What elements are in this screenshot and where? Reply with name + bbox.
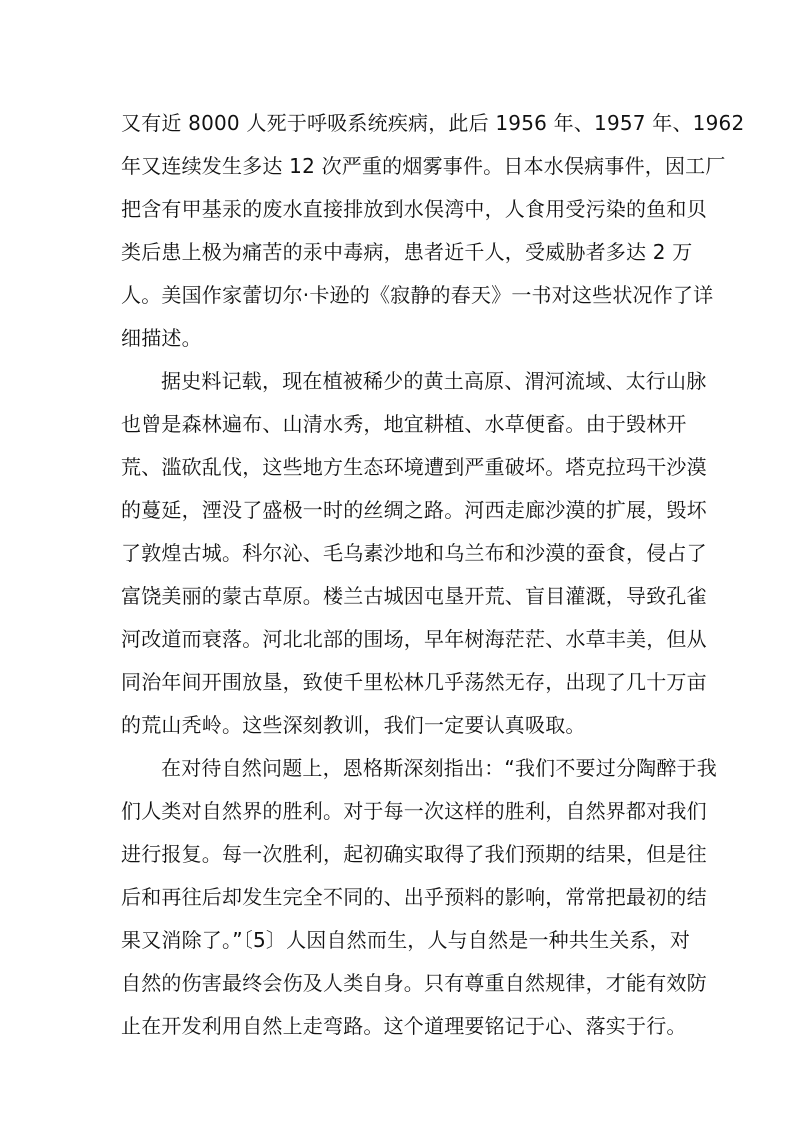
text-line: 果又消除了。”〔5〕人因自然而生，人与自然是一种共生关系，对 <box>121 928 691 952</box>
text-line: 人。美国作家蕾切尔·卡逊的《寂静的春天》一书对这些状况作了详 <box>121 283 714 307</box>
text-line: 又有近 8000 人死于呼吸系统疾病，此后 1956 年、1957 年、1962 <box>121 111 745 135</box>
text-line: 把含有甲基汞的废水直接排放到水俣湾中，人食用受污染的鱼和贝 <box>121 197 707 221</box>
paragraph-first-line: 在对待自然问题上，恩格斯深刻指出：“我们不要过分陶醉于我 <box>161 756 717 780</box>
paragraph-first-line: 据史料记载，现在植被稀少的黄土高原、渭河流域、太行山脉 <box>161 369 707 393</box>
text-line: 河改道而衰落。河北北部的围场，早年树海茫茫、水草丰美，但从 <box>121 627 707 651</box>
text-line: 的荒山秃岭。这些深刻教训，我们一定要认真吸取。 <box>121 713 586 737</box>
text-line: 的蔓延，湮没了盛极一时的丝绸之路。河西走廊沙漠的扩展，毁坏 <box>121 498 707 522</box>
text-line: 们人类对自然界的胜利。对于每一次这样的胜利，自然界都对我们 <box>121 799 707 823</box>
text-line: 细描述。 <box>121 326 202 350</box>
text-line: 富饶美丽的蒙古草原。楼兰古城因屯垦开荒、盲目灌溉，导致孔雀 <box>121 584 707 608</box>
text-line: 也曾是森林遍布、山清水秀，地宜耕植、水草便畜。由于毁林开 <box>121 412 687 436</box>
text-line: 荒、滥砍乱伐，这些地方生态环境遭到严重破坏。塔克拉玛干沙漠 <box>121 455 707 479</box>
text-line: 止在开发利用自然上走弯路。这个道理要铭记于心、落实于行。 <box>121 1014 687 1038</box>
text-line: 同治年间开围放垦，致使千里松林几乎荡然无存，出现了几十万亩 <box>121 670 707 694</box>
text-line: 类后患上极为痛苦的汞中毒病，患者近千人，受威胁者多达 2 万 <box>121 240 693 264</box>
text-line: 进行报复。每一次胜利，起初确实取得了我们预期的结果，但是往 <box>121 842 707 866</box>
text-line: 后和再往后却发生完全不同的、出乎预料的影响，常常把最初的结 <box>121 885 707 909</box>
text-line: 年又连续发生多达 12 次严重的烟雾事件。日本水俣病事件，因工厂 <box>121 154 726 178</box>
text-line: 自然的伤害最终会伤及人类自身。只有尊重自然规律，才能有效防 <box>121 971 707 995</box>
text-line: 了敦煌古城。科尔沁、毛乌素沙地和乌兰布和沙漠的蚕食，侵占了 <box>121 541 707 565</box>
